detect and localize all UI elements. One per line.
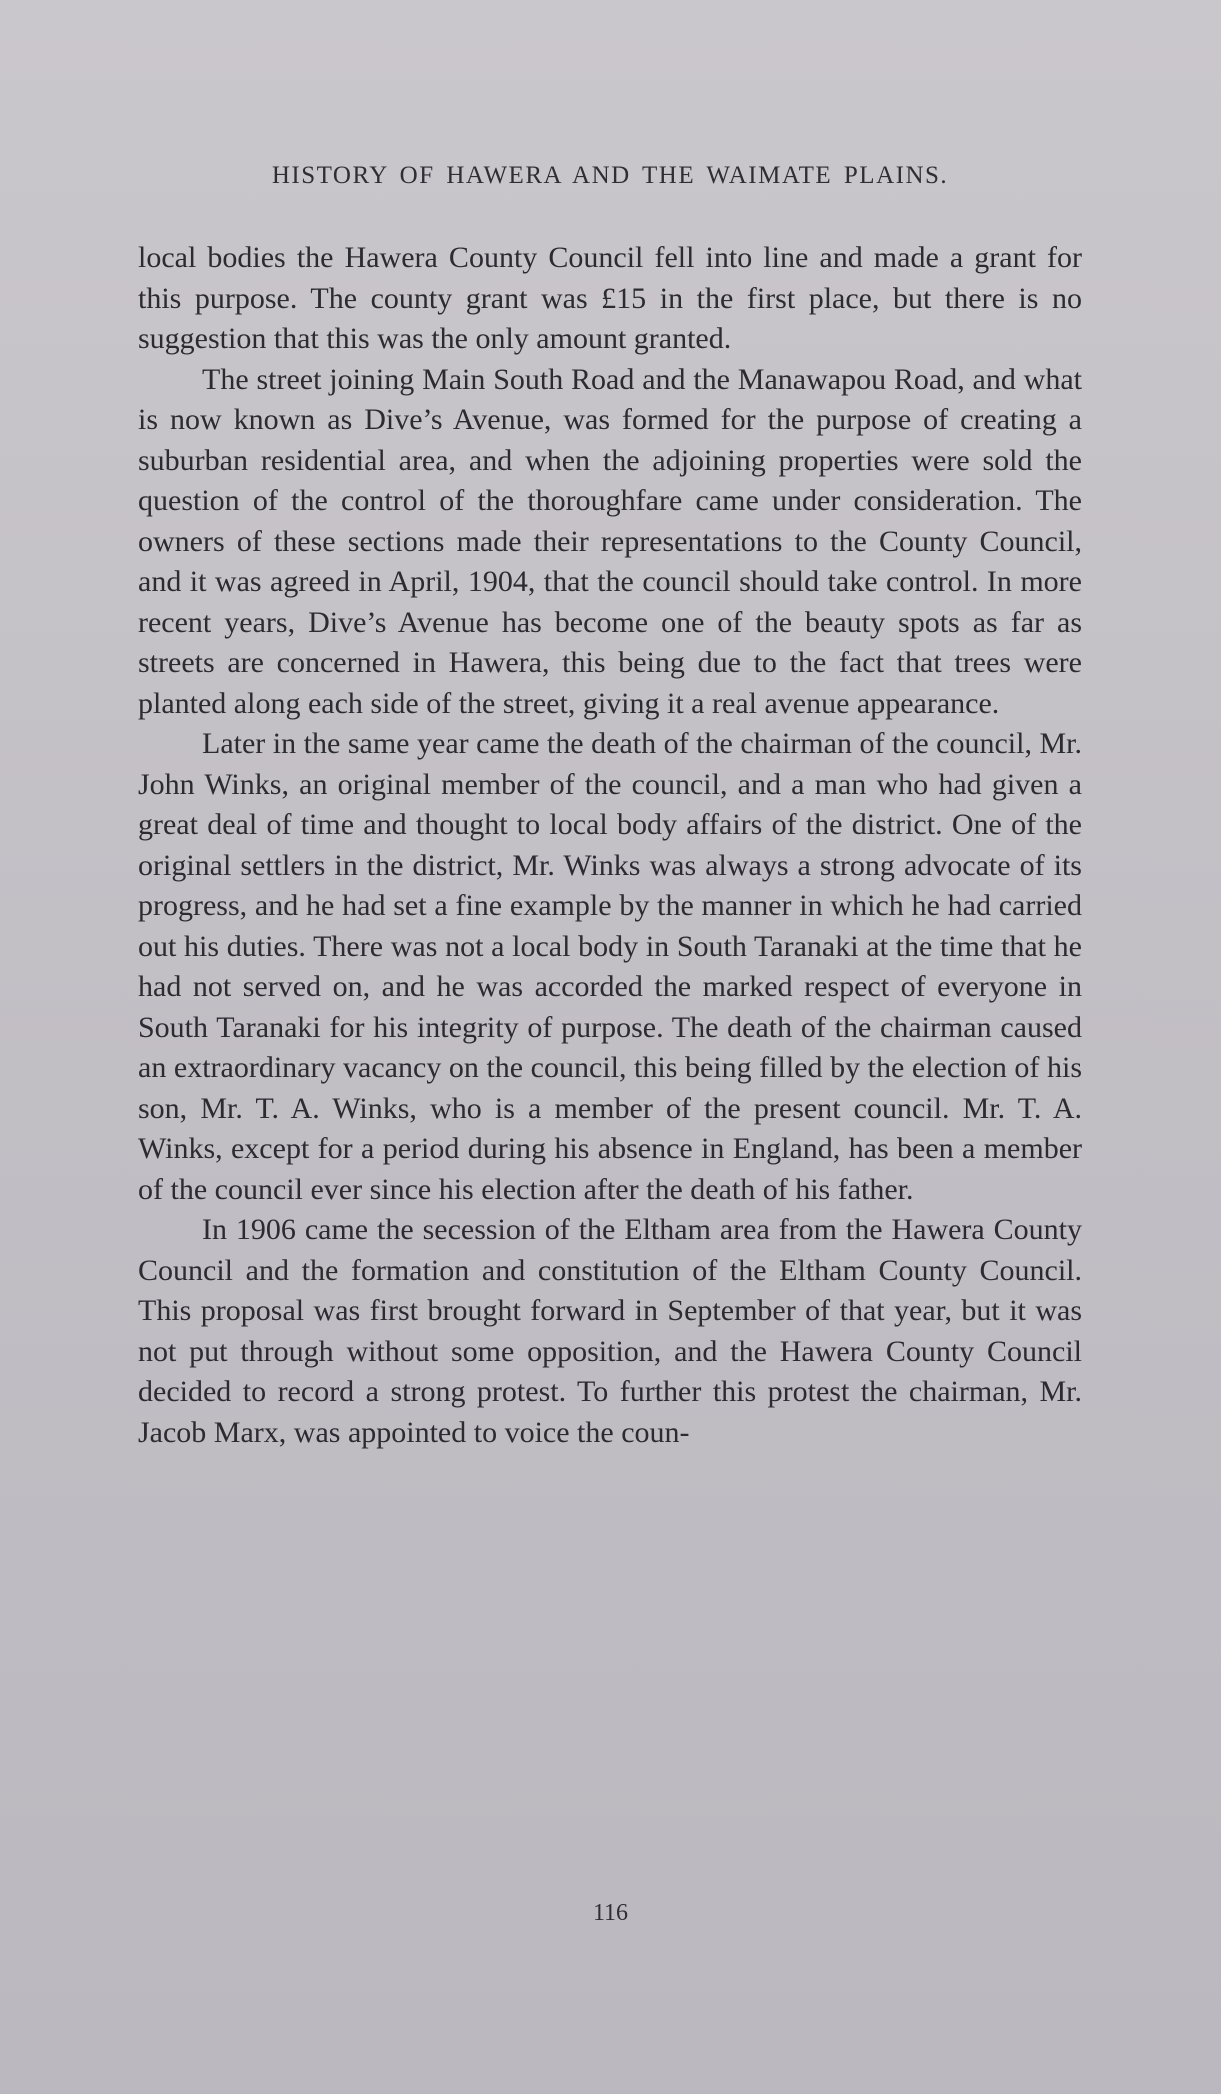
paragraph-john-winks: Later in the same year came the death of the chairman of the council, Mr. John Winks, an original member of the council, and a man who had given a great deal of time and thought to local body affairs of the district. One of the original settlers in the district, Mr. Winks was always a strong advocate of its progress, and he had set a fine example by the manner in which he had carried out his duties. There was not a local body in South Taranaki at the time that he had not served on, and he was accorded the marked respect of everyone in South Taranaki for his integrity of purpose. The death of the chairman caused an extraordinary vacancy on the council, this being filled by the election of his son, Mr. T. A. Winks, who is a member of the present council. Mr. T. A. Winks, except for a period during his absence in England, has been a member of the council ever since his election after the death of his father. xyxy=(138,727,1082,1206)
page-number: 116 xyxy=(592,1900,629,1926)
paragraph-dives-avenue: The street joining Main South Road and the Manawapou Road, and what is now known as Dive’s Avenue, was formed for the purpose of creating a suburban residential area, and when the adjoining properties were sold the question of the control of the thoroughfare came under consideration. The owners of these sections made their representations to the County Council, and it was agreed in April, 1904, that the council should take control. In more recent years, Dive’s Avenue has become one of the beauty spots as far as streets are concerned in Hawera, this being due to the fact that trees were planted along each side of the street, giving it a real avenue appearance. xyxy=(138,362,1082,720)
paragraph-continued: local bodies the Hawera County Council fell into line and made a grant for this purpose. The county grant was £15 in the first place, but there is no suggestion that this was the only amount granted. xyxy=(138,241,1082,355)
body-text xyxy=(138,238,1082,1453)
running-head: HISTORY OF HAWERA AND THE WAIMATE PLAINS. xyxy=(271,162,949,189)
paragraph-eltham-secession: In 1906 came the secession of the Eltham area from the Hawera County Council and the formation and constitution of the Eltham County Council. This proposal was first brought forward in September of that year, but it was not put through without some opposition, and the Hawera County Council decided to record a strong protest. To further this protest the chairman, Mr. Jacob Marx, was appointed to voice the coun- xyxy=(138,1213,1082,1449)
